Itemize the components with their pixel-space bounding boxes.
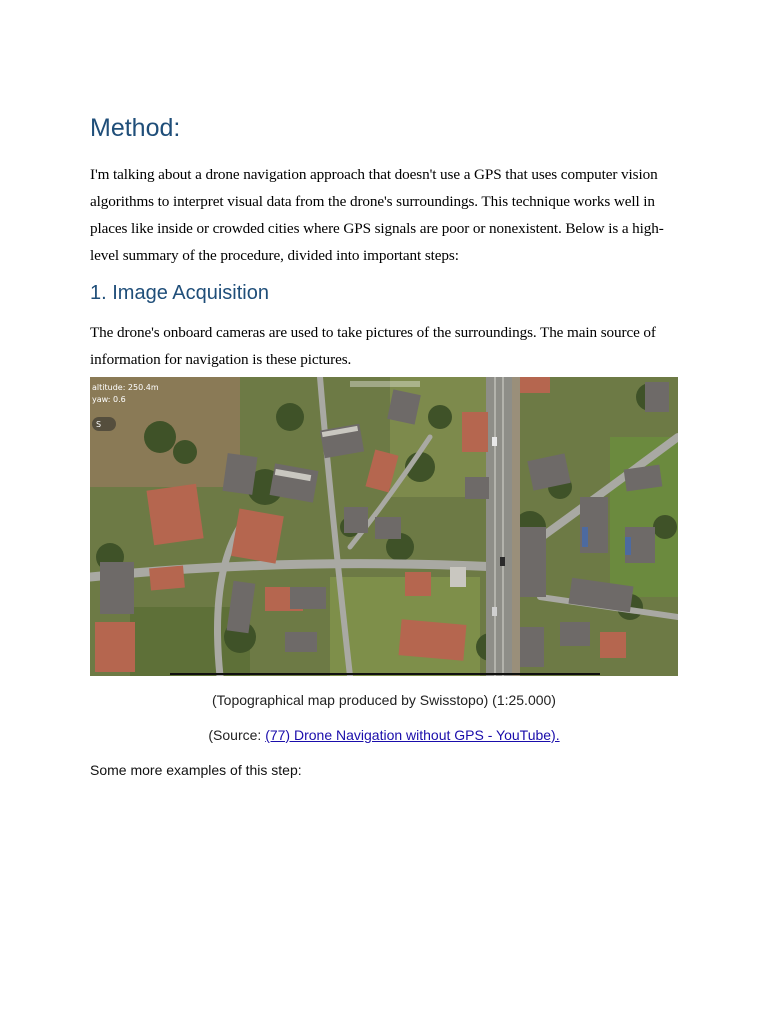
more-examples-text: Some more examples of this step: bbox=[90, 762, 302, 778]
paragraph-line: The drone's onboard cameras are used to take pictures of the surroundings. The main source of bbox=[90, 324, 656, 341]
hud-altitude: altitude: 250.4m bbox=[92, 383, 159, 392]
paragraph-line: places like inside or crowded cities where GPS signals are poor or nonexistent. Below is a high- bbox=[90, 220, 664, 237]
page-title: Method: bbox=[90, 114, 181, 142]
intro-paragraph bbox=[90, 161, 680, 269]
hud-yaw: yaw: 0.6 bbox=[92, 395, 126, 404]
paragraph-line: information for navigation is these pictures. bbox=[90, 351, 352, 368]
hud-badge: S bbox=[96, 420, 102, 429]
section-heading: 1. Image Acquisition bbox=[90, 282, 269, 304]
image-caption: (Topographical map produced by Swisstopo) (1:25.000) bbox=[212, 692, 556, 708]
paragraph-line: algorithms to interpret visual data from the drone's surroundings. This technique works well in bbox=[90, 193, 655, 210]
source-prefix: (Source: bbox=[208, 727, 266, 743]
source-link[interactable]: (77) Drone Navigation without GPS - YouTube). bbox=[265, 727, 560, 743]
paragraph-line: level summary of the procedure, divided into important steps: bbox=[90, 247, 459, 264]
section-paragraph bbox=[90, 319, 680, 373]
paragraph-line: I'm talking about a drone navigation approach that doesn't use a GPS that uses computer vision bbox=[90, 166, 658, 183]
source-line bbox=[90, 727, 678, 743]
aerial-photo bbox=[90, 377, 678, 676]
